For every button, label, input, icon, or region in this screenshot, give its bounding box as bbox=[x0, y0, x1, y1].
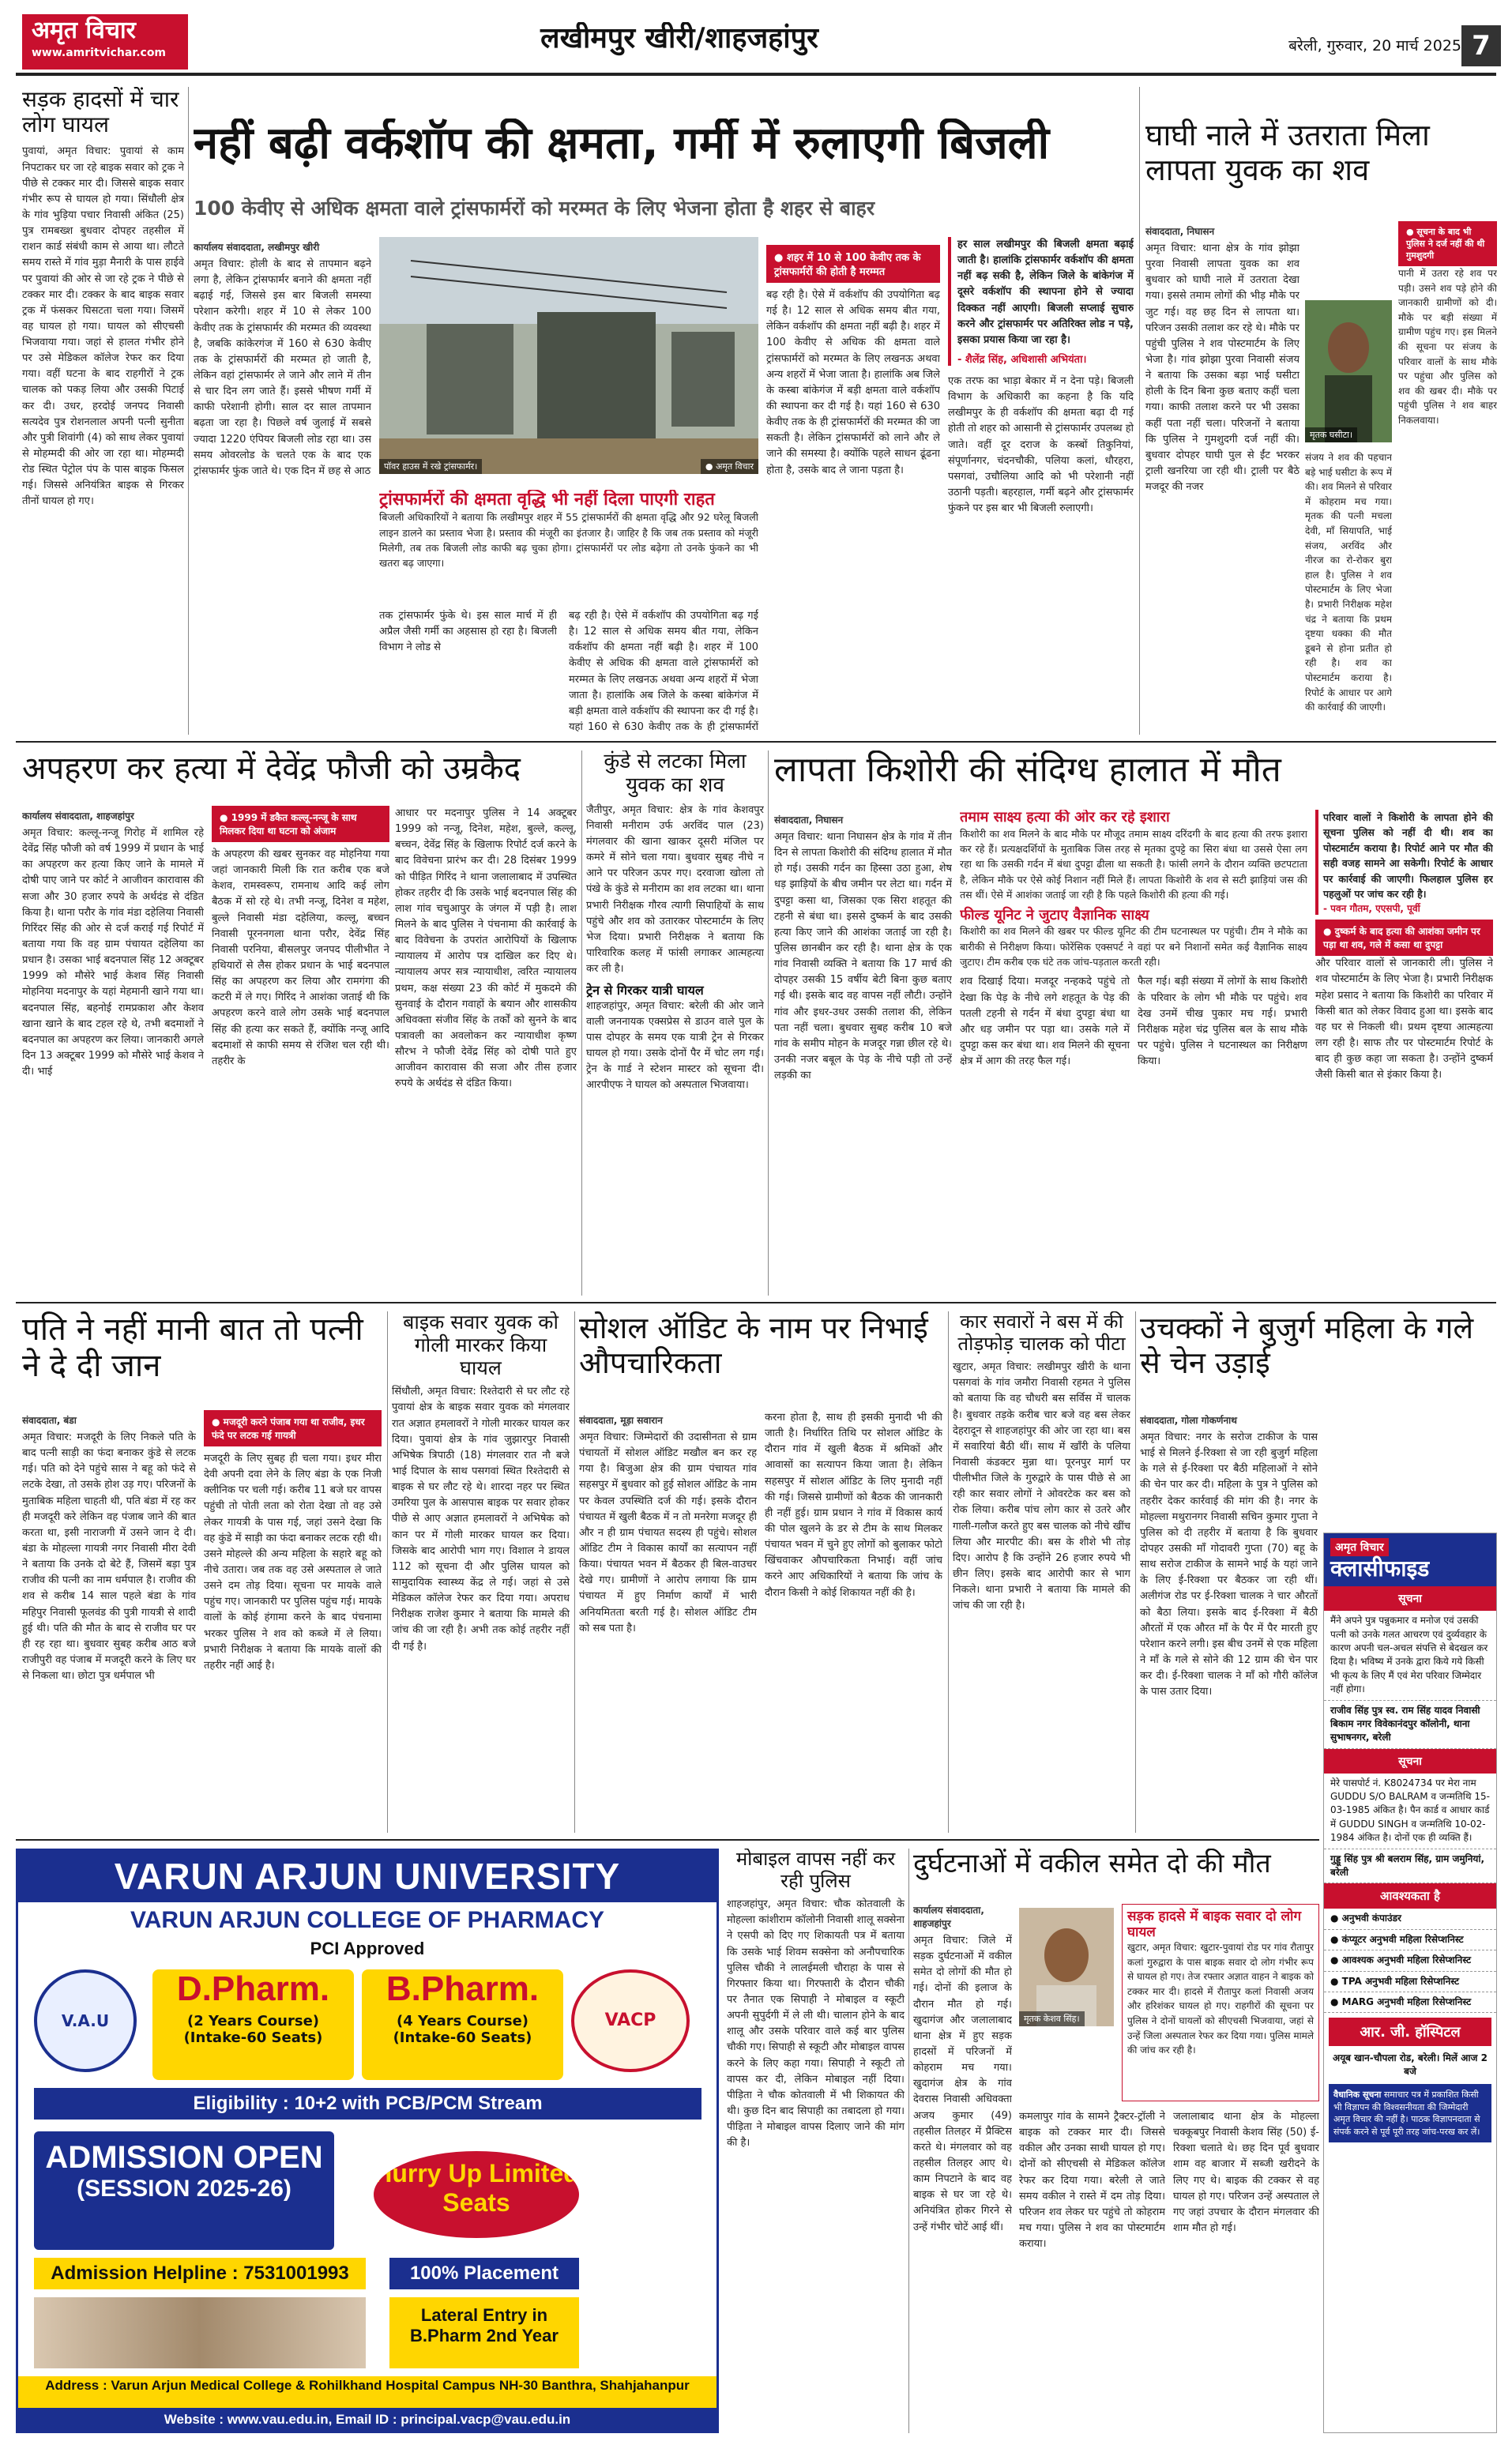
accident-body-3: जलालाबाद थाना क्षेत्र के मोहल्ला चक्कूबपुर निवासी केशव सिंह (50) ई-रिक्शा चलाते थे। छह दिन पूर्व बुधवार शाम वह बाजार में सब्जी खरीदने के लिए गए थे। बाइक की टक्कर से वह घायल हो गए। परिजन उन्हें अस्पताल ले गए जहां उपचार के दौरान मंगलवार की शाम मौत हो गई। bbox=[1173, 2111, 1319, 2234]
kishori-quote-text: परिवार वालों ने किशोरी के लापता होने की सूचना पुलिस को नहीं दी थी। शव का पोस्टमार्टम कराया है। रिपोर्ट आने पर मौत की सही वजह सामने आ सकेगी। रिपोर्ट के आधार पर कार्रवाई की जाएगी। फिलहाल पुलिस हर पहलुओं पर जांच कर रही है। bbox=[1323, 811, 1493, 900]
ad-logo-left-text: V.A.U bbox=[61, 2011, 110, 2030]
devendra-byline: कार्यालय संवाददाता, शाहजहांपुर bbox=[22, 811, 134, 822]
lead-quote-col bbox=[948, 237, 1134, 735]
classifieds-wanted-item: ● अनुभवी कंपाउंडर bbox=[1324, 1909, 1496, 1929]
devendra-col-2 bbox=[212, 806, 389, 1296]
kishori-body-1: अमृत विचार: थाना निघासन क्षेत्र के गांव में तीन दिन से लापता किशोरी की संदिग्ध हालात में मौत हो गई। उसकी गर्दन का हिस्सा उठा हुआ, शेष धड़ झाड़ियों के बीच जमीन पर लेटा था। गर्दन में दुपट्टा कसा था, जिसका एक सिरा शहतूत की टहनी से बंधा था। इससे दुष्कर्म के बाद उसकी हत्या किए जाने की आशंका जताई जा रही है। पुलिस छानबीन कर रही है। थाना क्षेत्र के एक गांव निवासी व्यक्ति ने बताया कि 17 मार्च की दोपहर उसकी 15 वर्षीय बेटी बिना कुछ बताए गई थी। इसके बाद वह वापस नहीं लौटी। उन्होंने गांव और इधर-उधर उसकी तलाश की, लेकिन पता नहीं चला। बुधवार सुबह करीब 10 बजे गांव के समीप मोहन के मजदूर गन्ना छील रहे थे। उनकी नजर बबूल के पेड़ के नीचे पड़ी तो उन्हें लड़की का bbox=[774, 831, 952, 1082]
ad-admission-box bbox=[34, 2131, 334, 2250]
classifieds-disclaimer-box bbox=[1329, 2084, 1491, 2142]
classifieds-wanted-item: ● कंप्यूटर अनुभवी महिला रिसेप्शनिस्ट bbox=[1324, 1930, 1496, 1950]
chain-body: अमृत विचार: नगर के सरोज टाकीज के पास भाई से मिलने ई-रिक्शा से जा रही बुजुर्ग महिला के गले से ई-रिक्शा पर बैठी महिलाओं ने सोने की चेन पार कर दी। महिला के पुत्र ने पुलिस को तहरीर देकर कार्रवाई की मांग की है। नगर के मोहल्ला मथुरानगर निवासी सचिन कुमार गुप्ता ने पुलिस को दी तहरीर में बताया है कि बुधवार दोपहर उसकी माँ गोदावरी गुप्ता (70) बहू के साथ सरोज टाकीज के सामने भाई के यहां जाने के लिए ई-रिक्शा पर बैठकर जा रही थीं। अलीगंज रोड पर ई-रिक्शा चालक ने चार औरतों को बैठा लिया। इसके बाद ई-रिक्शा में बैठी औरतों में एक औरत माँ के पैर में पैर मारती हुए परेशान करने लगी। इस बीच उनमें से एक महिला ने माँ के गले से सोने की 12 ग्राम की चेन पार कर दी। ई-रिक्शा चालक ने माँ को गौरी कॉलेज के पास उतार दिया। bbox=[1140, 1431, 1318, 1698]
section-name: लखीमपुर खीरी/शाहजहांपुर bbox=[540, 22, 818, 55]
divider bbox=[387, 1311, 388, 1833]
kishori-body-3: फैल गई। बड़ी संख्या में लोगों के साथ किशोरी के परिवार के लोग भी मौके पर पहुंचे। शव देख उनमें चीख पुकार मच गई। प्रभारी निरीक्षक महेश चंद्र पुलिस बल के साथ मौके पर पहुंचे। पुलिस ने घटनास्थल का निरीक्षण किया। bbox=[1138, 976, 1307, 1068]
ad-placement: 100% Placement bbox=[389, 2258, 579, 2289]
lead-subhead: 100 केवीए से अधिक क्षमता वाले ट्रांसफार्मरों को मरम्मत के लिए भेजना होता है शहर से बाहर bbox=[194, 197, 875, 220]
deceased-photo bbox=[1305, 300, 1392, 442]
classifieds-notice-head: सूचना bbox=[1324, 1586, 1496, 1611]
lead-quote-text: हर साल लखीमपुर की बिजली क्षमता बढ़ाई जाती है। हालांकि ट्रांसफार्मर वर्कशॉप की क्षमता नहीं बढ़ सकी है, लेकिन जिले के बांकेगंज में दूसरे वर्कशॉप की स्थापना होने से ज्यादा दिक्कत नहीं आएगी। बिजली सप्लाई सुचारु करने और ट्रांसफार्मर पर अतिरिक्त लोड न पड़े, इसका प्रयास किया जा रहा है। bbox=[957, 239, 1134, 346]
divider bbox=[574, 1311, 575, 1833]
missing-youth-sidebar bbox=[1398, 221, 1497, 735]
chain-headline: उचक्कों ने बुजुर्ग महिला के गले से चेन उड़ाई bbox=[1140, 1311, 1474, 1380]
section-rule bbox=[16, 1302, 1496, 1303]
classifieds-notice-1-sign: राजीव सिंह पुत्र स्व. राम सिंह यादव निवासी बिकाम नगर विवेकानंदपुर कॉलोनी, थाना सुभाषनगर, बरेली bbox=[1324, 1701, 1496, 1749]
lead-body-3: एक तरफ का भाड़ा बेकार में न देना पड़े। बिजली विभाग के अधिकारी का कहना है कि यदि लखीमपुर के ही वर्कशॉप की क्षमता बढ़ा दी गई होती तो शहर को आसानी से ट्रांसफार्मर उपलब्ध हो जाते। वहीं दूर दराज के कस्बों तिकुनियां, संपूर्णानगर, चंदनचौकी, पलिया कलां, धौरहरा, पसगवां, उचौलिया आदि को भी परेशानी नहीं उठानी पड़ती। बहरहाल, गर्मी बढ़ने और ट्रांसफार्मर फुंकने पर इस बार भी बिजली रुलाएगी। bbox=[948, 374, 1134, 515]
devendra-col-1 bbox=[22, 806, 204, 1296]
kishori-col-3 bbox=[1315, 810, 1493, 1296]
accident-byline: कार्यालय संवाददाता, शाहजहांपुर bbox=[913, 1905, 984, 1929]
classifieds-notice-1: मैंने अपने पुत्र पन्नुकमार व मनोज एवं उसकी पत्नी को उनके गलत आचरण एवं दुर्व्यवहार के कारण अपनी चल-अचल संपत्ति से बेदखल कर दिया है। भविष्य में उनके द्वारा किये गये किसी भी कृत्य के लिए मैं एवं मेरा परिवार जिम्मेदार नहीं होगा। bbox=[1324, 1611, 1496, 1700]
missing-youth-body-2: संजय ने शव की पहचान बड़े भाई घसीटा के रूप में की। शव मिलने से परिवार में कोहराम मच गया। मृतक की पत्नी मचला देवी, माँ सियापति, भाई संजय, अरविंद और नीरज का रो-रोकर बुरा हाल है। पुलिस ने शव पोस्टमार्टम के लिए भेजा है। प्रभारी निरीक्षक महेश चंद्र ने बताया कि प्रथम दृष्टया धक्का की मौत डूबने से होना प्रतीत हो रही है। शव का पोस्टमार्टम कराया है। रिपोर्ट के आधार पर आगे की कार्रवाई की जाएगी। bbox=[1305, 452, 1392, 713]
kunde-body-2: शाहजहांपुर, अमृत विचार: बरेली की ओर जाने वाली जननायक एक्सप्रेस से डाउन वाले पुल के पास दोपहर के समय एक यात्री ट्रेन से गिरकर घायल हो गया। उसके दोनों पैर में चोट लग गई। ट्रेन के गार्ड ने स्टेशन मास्टर को सूचना दी। आरपीएफ ने घायल को अस्पताल भिजवाया। bbox=[586, 999, 764, 1092]
lead-quote bbox=[948, 237, 1134, 366]
accident-victim-photo-art bbox=[1019, 1908, 1114, 2026]
lead-side-box bbox=[766, 245, 940, 735]
lead-body-1: अमृत विचार: होली के बाद से तापमान बढ़ने लगा है, लेकिन ट्रांसफार्मर बनाने की क्षमता नहीं बढ़ाई गई, जिससे इस बार बिजली समस्या परेशान करेगी। शहर में 10 से लेकर 100 केवीए तक के ट्रांसफार्मर की मरम्मत की व्यवस्था है, जबकि कांकेरगंज में 160 से 630 केवीए तक के ट्रांसफार्मरों की मरम्मत हो जाती है, लेकिन वहां ट्रांसफार्मर ले जाने और लाने में तीन से चार दिन लग जाते हैं। इससे भीषण गर्मी में काफी परेशानी होगी। साल दर साल तापमान बढ़ता जा रहा है। पिछले वर्ष जुलाई में सबसे ज्यादा 1220 एंपियर बिजली लोड रहा था। उस समय ओवरलोड के चलते एक के बाद एक ट्रांसफार्मर फुंक जाते थे। एक दिन में छह से आठ bbox=[194, 258, 371, 477]
mobile-headline: मोबाइल वापस नहीं कर रही पुलिस bbox=[735, 1849, 896, 1892]
ad-hurry: Hurry Up Limited Seats bbox=[374, 2151, 579, 2238]
ad-logo-right bbox=[571, 1969, 690, 2072]
classifieds-notice-2-head: सूचना bbox=[1324, 1749, 1496, 1774]
accident-col-3 bbox=[1173, 2109, 1319, 2433]
pati-body-1: अमृत विचार: मजदूरी के लिए निकले पति के बाद पत्नी साड़ी का फंदा बनाकर कुंडे से लटक गई। पति को देने पहुंचे सास ने बहू को फंदे से लटके देखा, तो उसके होश उड़ गए। परिजनों के मुताबिक महिला चाहती थी, पति बंडा में रह कर ही मजदूरी करे लेकिन वह पंजाब जाने की बात करता था, इसी नाराजगी में उसने जान दे दी। बंडा के मोहल्ला गायत्री नगर निवासी मीरा देवी ने बताया कि उनके दो बेटे हैं, जिसमें बड़ा पुत्र राजीव की पत्नी का नाम धर्मपाल है। राजीव की शव से करीब 14 साल पहले बंडा के गांव महिपुर निवासी फूलवंड की पुत्री गायत्री से शादी हुई थी। पति की मौत के बाद से राजीव घर पर ही रह रहा था। बुधवार सुबह करीब आठ बजे राजीपुरी वह पंजाब में मजदूरी करने के लिए घर से निकला था। छोटा पुत्र धर्मपाल भी bbox=[22, 1431, 196, 1683]
ad-eligibility: Eligibility : 10+2 with PCB/PCM Stream bbox=[34, 2088, 701, 2120]
divider bbox=[188, 87, 189, 735]
devendra-body-3: आधार पर मदनापुर पुलिस ने 14 अक्टूबर 1999 को नन्जू, दिनेश, महेश, बुल्ले, कल्लू, बच्चन, देवेंद्र सिंह के खिलाफ रिपोर्ट दर्ज करने के बाद विवेचना प्रारंभ कर दी। 28 दिसंबर 1999 को पीड़ित गिरिंद ने थाना जलालाबाद में उपस्थित होकर तहरीर दी कि उसके भाई बदनपाल सिंह की लाश गांव चचुआपुर के जंगल में पड़ी है। लाश मिलने के बाद पुलिस ने पंचनामा की कार्रवाई के बाद विवेचना के उपरांत आरोपियों के खिलाफ न्यायालय में आरोप पत्र दाखिल कर दिए थे। न्यायालय अपर सत्र न्यायाधीश, त्वरित न्यायालय प्रथम, कक्ष संख्या 23 की कोर्ट में मुकदमे की सुनवाई के दौरान गवाहों के बयान और शासकीय अधिवक्ता संजीव सिंह के तर्कों को सुनने के बाद पत्रावली का अवलोकन कर न्यायाधीश कृष्ण सौरभ ने फौजी देवेंद्र सिंह को दोषी पाते हुए आजीवन कारावास की सजा और तीस हजार रुपये के अर्थदंड से दंडित किया। bbox=[395, 807, 577, 1090]
divider bbox=[768, 750, 769, 1296]
social-audit-byline: संवाददाता, मूड़ा सवारान bbox=[579, 1415, 663, 1426]
divider bbox=[948, 1311, 949, 1833]
section-rule bbox=[16, 1839, 1319, 1841]
chain-col-1 bbox=[1140, 1410, 1318, 1833]
kunde-body-1: जैतीपुर, अमृत विचार: क्षेत्र के गांव केशवपुर निवासी मनीराम उर्फ अरविंद पाल (23) मंगलवार की खाना खाकर दूसरी मंजिल पर कमरे में सोने चला गया। बुधवार सुबह नीचे न आने पर परिजन ऊपर गए। दरवाजा खोला तो पंखे के कुंडे से मनीराम का शव लटका था। थाना प्रभारी निरीक्षक गौरव त्यागी सिपाहियों के साथ पहुंचे और शव को उतारकर पोस्टमार्टम के लिए भेज दिया। प्रभारी निरीक्षक ने बताया कि पारिवारिक कलह में फांसी लगाकर आत्महत्या कर ली है। bbox=[586, 803, 764, 976]
lead-body-2: तक ट्रांसफार्मर फुंके थे। इस साल मार्च में ही अप्रैल जैसी गर्मी का अहसास हो रहा है। बिजली विभाग ने लोड से bbox=[379, 610, 557, 654]
kishori-col-1 bbox=[774, 810, 952, 1296]
ad-logo-left bbox=[34, 1969, 137, 2072]
devendra-body-1: अमृत विचार: कल्लू-नन्जू गिरोह में शामिल रहे देवेंद्र सिंह फौजी को वर्ष 1999 में प्रधान के भाई का अपहरण कर हत्या किए जाने के मामले में दोषी पाए जाने पर कोर्ट ने आजीवन कारावास की सजा और 30 हजार रुपये के अर्थदंड से दंडित किया है। थाना परौर के गांव मंडा दहेलिया निवासी गिरिंदर सिंह की ओर से दर्ज कराई गई रिपोर्ट में बताया गया कि वह ग्राम पंचायत दहेलिया का प्रधान है। उसका भाई बदनपाल सिंह 12 अक्टूबर 1999 को मौसेरे भाई केशव सिंह निवासी मोहनिया मदनापुर के यहां मेहमानी खाने गया था। बदनपाल सिंह, बहनोई रामप्रकाश और केशव खाना खाने के बाद टहल रहे थे, तभी बदमाशों ने बदनपाल का अपहरण कर लिया। जानकारी अगले दिन 13 अक्टूबर 1999 को मौसेरे भाई केशव ने दी। भाई bbox=[22, 827, 204, 1078]
lead-inset-body: बिजली अधिकारियों ने बताया कि लखीमपुर शहर में 55 ट्रांसफार्मरों की क्षमता वृद्धि और 92 घरेलू बिजली लाइन डालने का प्रस्ताव भेजा है। प्रस्ताव की मंजूरी का इंतजार है। जाहिर है कि जब तक प्रस्ताव को मंजूरी मिलेगी, तब तक बिजली लोड काफी बढ़ चुका होगा। ट्रांसफार्मरों पर लोड बढ़ेगा तो उनके फुंकने का भी खतरा बढ़ जाएगा। bbox=[379, 511, 758, 570]
ad-title: VARUN ARJUN UNIVERSITY bbox=[114, 1856, 621, 1897]
masthead-website: www.amritvichar.com bbox=[32, 46, 167, 59]
kishori-body-2: शव दिखाई दिया। मजदूर नन्हकदे पहुंचे तो देखा कि पेड़ के नीचे लगे शहतूत के पेड़ की पतली टहनी से गर्दन में बंधा दुपट्टा बंधा था और धड़ जमीन पर पड़ा था। उसके गले में दुपट्टा कस कर बंधा था। शव मिलने की सूचना क्षेत्र में आग की तरह फैल गई। bbox=[960, 976, 1130, 1068]
deceased-photo-art bbox=[1305, 300, 1392, 442]
accident-col-1 bbox=[913, 1900, 1012, 2433]
page-number: 7 bbox=[1461, 25, 1501, 66]
kishori-quote-author: - पवन गौतम, एएसपी, पूर्वी bbox=[1323, 903, 1420, 915]
university-ad bbox=[16, 1849, 719, 2433]
transformer-photo-caption: पॉवर हाउस में रखे ट्रांसफार्मर। bbox=[379, 459, 482, 474]
pati-box-title: ● मजदूरी करने पंजाब गया था राजीव, इधर फंदे पर लटक गई गायत्री bbox=[204, 1410, 382, 1446]
ad-logo-right-text: VACP bbox=[604, 2011, 656, 2030]
classifieds-header bbox=[1324, 1533, 1496, 1586]
classifieds-wanted-item: ● MARG अनुभवी महिला रिसेप्शनिस्ट bbox=[1324, 1992, 1496, 2013]
pati-headline: पति ने नहीं मानी बात तो पत्नी ने दे दी जान bbox=[22, 1311, 363, 1384]
masthead bbox=[0, 0, 1512, 71]
ad-course-2-detail: (4 Years Course) (Intake-60 Seats) bbox=[393, 2012, 532, 2046]
ad-address: Address : Varun Arjun Medical College & Rohilkhand Hospital Campus NH-30 Banthra, Shahjahanpur bbox=[18, 2376, 717, 2408]
pati-body-2: मजदूरी के लिए सुबह ही चला गया। इधर मीरा देवी अपनी दवा लेने के लिए बंडा के एक निजी क्लीनिक पर चली गई। करीब 11 बजे घर वापस पहुंची तो पोती लता को रोता देखा तो वह उसे लेकर गायत्री के पास गई, जहां उसने देखा कि वह कुंडे में साड़ी का फंदा बनाकर लटक रही थी। उसने मोहल्ले की अन्य महिला के सहारे बहू को नीचे उतारा। जब तक वह उसे अस्पताल ले जाते उसने दम तोड़ दिया। सूचना पर मायके वाले पहुंच गए। जानकारी पर पुलिस पहुंच गई। मायके वालों के कोई हंगामा करने के बाद पंचनामा भरकर पुलिस ने शव को कब्जे में ले लिया। प्रभारी निरीक्षक ने बताया कि मायके वालों की तहरीर नहीं आई है। bbox=[204, 1453, 382, 1672]
accident-inset bbox=[1122, 1904, 1319, 2101]
missing-youth-byline: संवाददाता, निघासन bbox=[1145, 226, 1215, 237]
bus-body: खुटार, अमृत विचार: लखीमपुर खीरी के थाना पसगवां के गांव जमौरा निवासी रहमत ने पुलिस को बताया कि वह चौधरी बस सर्विस में चालक है। बुधवार तड़के करीब चार बजे वह बस लेकर देहरादून से शाहजहांपुर की ओर जा रहा था। बस में सवारियां बैठी थीं। साथ में खाँरी के पलिया निवासी कंडक्टर मुन्ना था। पूरनपुर मार्ग पर पीलीभीत जिले के गुरुद्वारे के पास पीछे से आ रही कार सवार लोगों ने ओवरटेक कर बस को रोक लिया। करीब पांच लोग कार से उतरे और गाली-गलौज करते हुए बस चालक को नीचे खींच लिया और मारपीट की। बस के शीशे भी तोड़ दिए। आरोप है कि उन्होंने 26 हजार रुपये भी छीन लिए। इसके बाद आरोपी कार से भाग निकले। थाना प्रभारी ने बताया कि मामले की जांच की जा रही है। bbox=[953, 1361, 1130, 1612]
ad-admission: ADMISSION OPEN bbox=[45, 2140, 323, 2175]
missing-youth-col-2 bbox=[1305, 450, 1392, 735]
classifieds-brand: अमृत विचार bbox=[1330, 1538, 1389, 1556]
ad-course-2-name: B.Pharm. bbox=[386, 1969, 540, 2008]
ad-subtitle: VARUN ARJUN COLLEGE OF PHARMACY bbox=[130, 1906, 604, 1933]
ad-course-2 bbox=[362, 1969, 563, 2080]
mobile-body: शाहजहांपुर, अमृत विचार: चौक कोतवाली के मोहल्ला कांशीराम कॉलोनी निवासी शालू सक्सेना ने एसपी को दिए गए शिकायती पत्र में बताया कि उसके भाई शिवम सक्सेना को अनौपचारिक पुलिस चौकी ने लालईमली चौराहा के पास से गिरफ्तार किया था। गिरफ्तारी के दौरान चौकी पर तैनात एक सिपाही ने मोबाइल व स्कूटी अपनी सुपुर्दगी में ले ली थी। चालान होने के बाद शालू और उसके परिवार वाले कई बार पुलिस चौकी गए। सिपाही से स्कूटी और मोबाइल वापस करने के लिए कहा गया। सिपाही ने स्कूटी तो वापस कर दी, लेकिन मोबाइल नहीं दिया। पीड़िता ने चौक कोतवाली में भी शिकायत की थी। कुछ दिन बाद सिपाही का तबादला हो गया। पीड़िता ने मोबाइल वापस दिलाए जाने की मांग की है। bbox=[727, 1898, 905, 2150]
divider bbox=[1139, 87, 1140, 735]
ad-header bbox=[18, 1851, 717, 1902]
lead-quote-author: - शैलेंद्र सिंह, अधिशासी अभियंता। bbox=[957, 353, 1087, 366]
kishori-col-2 bbox=[960, 810, 1307, 1296]
kishori-side-title: ● दुष्कर्म के बाद हत्या की आशंका जमीन पर पड़ा था शव, गले में कसा था दुपट्टा bbox=[1315, 920, 1493, 956]
story-road-accidents-headline: सड़क हादसों में चार लोग घायल bbox=[22, 87, 179, 138]
pati-byline: संवाददाता, बंडा bbox=[22, 1415, 77, 1426]
chain-byline: संवाददाता, गोला गोकर्णनाथ bbox=[1140, 1415, 1237, 1426]
classifieds-wanted-item: ● TPA अनुभवी महिला रिसेप्शनिस्ट bbox=[1324, 1972, 1496, 1992]
kishori-quote bbox=[1315, 810, 1493, 915]
kishori-sub-2: फील्ड यूनिट ने जुटाए वैज्ञानिक साक्ष्य bbox=[960, 906, 1149, 923]
masthead-logo: अमृत विचार bbox=[32, 17, 136, 44]
divider bbox=[581, 750, 582, 1296]
bike-body: सिंधौली, अमृत विचार: रिश्तेदारी से घर लौट रहे पुवायां क्षेत्र के बाइक सवार युवक को मंगलवार रात अज्ञात हमलावरों ने गोली मारकर घायल कर दिया। पुवायां क्षेत्र के गांव जुझारपुर निवासी अभिषेक त्रिपाठी (18) मंगलवार रात नौ बजे भाई दिपाल के साथ पसगवां स्थित रिश्तेदारी से बाइक से घर लौट रहे थे। शारदा नहर पर स्थित उमरिया पुल के आसपास बाइक पर सवार होकर पीछे से आए अज्ञात हमलावरों ने अभिषेक को कान पर में गोली मारकर घायल कर दिया। जिसके बाद आरोपी भाग गए। विशाल ने डायल 112 को सूचना दी और पुलिस घायल को सामुदायिक स्वास्थ्य केंद्र ले गई। जहां से उसे मेडिकल कॉलेज रेफर कर दिया गया। अपराध निरीक्षक राजेश कुमार ने बताया कि मामले की जांच की जा रही है। अभी तक कोई तहरीर नहीं दी गई है। bbox=[392, 1386, 570, 1653]
kishori-side-body: और परिवार वालों से जानकारी ली। पुलिस ने शव पोस्टमार्टम के लिए भेजा है। प्रभारी निरीक्षक महेश प्रसाद ने बताया कि किशोरी का परिवार में किसी बात को लेकर विवाद हुआ था। इसके बाद वह घर से निकली थी। प्रथम दृष्टया आत्महत्या लग रही है। साफ तौर पर पोस्टमार्टम रिपोर्ट के बाद ही कुछ कहा जा सकता है। उन्होंने दुष्कर्म जैसी किसी बात से इंकार किया है। bbox=[1315, 957, 1493, 1081]
devendra-headline: अपहरण कर हत्या में देवेंद्र फौजी को उम्रकैद bbox=[22, 750, 521, 787]
lead-side-box-title: ● शहर में 10 से 100 केवीए तक के ट्रांसफार्मरों की होती है मरम्मत bbox=[766, 245, 940, 283]
social-audit-body-1: अमृत विचार: जिम्मेदारों की उदासीनता से ग्राम पंचायतों में सोशल ऑडिट मखौल बन कर रह गया है। बिजुआ क्षेत्र की ग्राम पंचायत गांव सहसपुर में बुधवार को हुई सोशल ऑडिट के नाम पर केवल उपस्थिति दर्ज की गई। इसके दौरान पंचायत में खुली बैठक में न तो मनरेगा मजदूर ही और न ही ग्राम पंचायत सदस्य ही पहुंचे। सोशल ऑडिट टीम ने विकास कार्यों का सत्यापन नहीं किया। पंचायत भवन में बैठकर ही बिल-वाउचर देखे गए। ग्रामीणों ने आरोप लगाया कि ग्राम पंचायत में हुए निर्माण कार्यों में भारी अनियमितता बरती गई है। सोशल ऑडिट टीम को सब पता है। bbox=[579, 1431, 757, 1634]
lead-col-1 bbox=[194, 237, 371, 735]
bike-headline: बाइक सवार युवक को गोली मारकर किया घायल bbox=[403, 1311, 559, 1379]
pati-col-2 bbox=[204, 1410, 382, 1833]
lead-headline: नहीं बढ़ी वर्कशॉप की क्षमता, गर्मी में रुलाएगी बिजली bbox=[194, 118, 1050, 169]
ad-session: (SESSION 2025-26) bbox=[77, 2176, 291, 2202]
social-audit-headline: सोशल ऑडिट के नाम पर निभाई औपचारिकता bbox=[579, 1311, 928, 1380]
kishori-sub-1: तमाम साक्ष्य हत्या की ओर कर रहे इशारा bbox=[960, 810, 1170, 826]
classifieds-hospital: आर. जी. हॉस्पिटल bbox=[1329, 2018, 1491, 2046]
kunde-sub-headline: ट्रेन से गिरकर यात्री घायल bbox=[586, 983, 704, 999]
classifieds-notice-2: मेरे पासपोर्ट नं. K8024734 पर मेरा नाम GUDDU S/O BALRAM व जन्मतिथि 15-03-1985 अंकित है। पैन कार्ड व आधार कार्ड में GUDDU SINGH व जन्मतिथि 10-02-1984 अंकित है। दोनों एक ही व्यक्ति हैं। bbox=[1324, 1774, 1496, 1849]
social-audit-col-1 bbox=[579, 1410, 757, 1833]
missing-youth-headline: घाघी नाले में उतराता मिला लापता युवक का शव bbox=[1145, 118, 1430, 187]
bus-story bbox=[953, 1311, 1130, 1833]
lead-col-3 bbox=[569, 608, 758, 735]
kishori-byline: संवाददाता, निघासन bbox=[774, 814, 844, 826]
accident-body-1: अमृत विचार: जिले में सड़क दुर्घटनाओं में वकील समेत दो लोगों की मौत हो गई। दोनों की इलाज के दौरान मौत हो गई। खुदागंज और जलालाबाद थाना क्षेत्र में हुए सड़क हादसों में परिजनों में कोहराम मच गया। खुदागंज क्षेत्र के गांव देवरास निवासी अधिवक्ता अजय कुमार (49) तहसील तिलहर में प्रैक्टिस करते थे। मंगलवार को वह तहसील तिलहर आए थे। काम निपटाने के बाद वह बाइक से घर जा रहे थे। अनियंत्रित होकर गिरने से उन्हें गंभीर चोटें आई थीं। bbox=[913, 1935, 1012, 2233]
transformer-photo bbox=[379, 237, 758, 474]
lead-byline: कार्यालय संवाददाता, लखीमपुर खीरी bbox=[194, 242, 320, 253]
ad-website: Website : www.vau.edu.in, Email ID : principal.vacp@vau.edu.in bbox=[18, 2408, 717, 2431]
ad-course-1-detail: (2 Years Course) (Intake-60 Seats) bbox=[183, 2012, 323, 2046]
missing-youth-body: अमृत विचार: थाना क्षेत्र के गांव झोझा पुरवा निवासी लापता युवक का शव बुधवार को घाघी नाले में उतराता देखा गया। इससे तमाम लोगों की भीड़ मौके पर जुट गई। वह छह दिन से लापता था। परिजन उसकी तलाश कर रहे थे। मौके पर पहुंची पुलिस ने शव पोस्टमार्टम के लिए भेजा है। गांव झोझा पुरवा निवासी संजय ने बताया कि उसका बड़ा भाई घसीटा होली के दिन बिना कुछ बताए कहीं चला गया। काफी तलाश करने पर भी उसका कहीं पता नहीं चला। परिजनों ने बताया कि पुलिस ने गुमशुदगी दर्ज नहीं की। बुधवार दोपहर घाघी पुल से ईंट भरकर ट्राली खनरिया जा रही थी। ट्राली पर बैठे मजदूर की नजर bbox=[1145, 243, 1299, 494]
kunde-headline: कुंडे से लटका मिला युवक का शव bbox=[604, 750, 747, 797]
ad-students-photo bbox=[34, 2297, 366, 2368]
ad-approval: PCI Approved bbox=[310, 1939, 425, 1959]
ad-course-1 bbox=[152, 1969, 354, 2080]
kishori-sub-1-body: किशोरी का शव मिलने के बाद मौके पर मौजूद तमाम साक्ष्य दरिंदगी के बाद हत्या की तरफ इशारा कर रहे हैं। प्रत्यक्षदर्शियों के मुताबिक जिस तरह से मृतका दुपट्टे का सिरा बंधा था उससे ऐसा लग रहा था कि उसकी गर्दन में बंधा दुपट्टा ढीला था सकती है। फांसी लगने के दौरान व्यक्ति छटपटाता है, लेकिन मौके पर ऐसे कोई निशान नहीं मिले हैं। लापता किशोरी के शव से सटी झाड़ियां जस की तस थीं। ऐसे में आशंका जताई जा रही है कि पहले किशोरी की हत्या की गई। bbox=[960, 827, 1307, 901]
masthead-rule bbox=[16, 73, 1496, 76]
accident-victim-photo bbox=[1019, 1908, 1114, 2026]
social-audit-body-2: करना होता है, साथ ही इसकी मुनादी भी की जाती है। निर्धारित तिथि पर सोशल ऑडिट के दौरान गांव में खुली बैठक में श्रमिकों और आवासों का सत्यापन किया जाता है। लेकिन सहसपुर में सोशल ऑडिट के लिए मुनादी नहीं की गई। जिससे ग्रामीणों को बैठक की जानकारी ही नहीं हुई। ग्राम प्रधान ने गांव में विकास कार्य की पोल खुलने के डर से टीम के साथ मिलकर पंचायत भवन में चुने हुए लोगों को बुलाकर फोटो खिंचवाकर औपचारिकता निभाई। वहीं जांच करने आए अधिकारियों ने बताया कि जांच के दौरान किसी ने कोई शिकायत नहीं की है। bbox=[765, 1412, 942, 1599]
classifieds-wanted-head: आवश्यकता है bbox=[1324, 1883, 1496, 1909]
missing-youth-sidebar-title: ● सूचना के बाद भी पुलिस ने दर्ज नहीं की थी गुमशुदगी bbox=[1398, 221, 1497, 266]
masthead-dateline: बरेली, गुरुवार, 20 मार्च 2025 bbox=[1288, 37, 1461, 55]
accident-victim-photo-caption: मृतक केशव सिंह। bbox=[1019, 2011, 1085, 2026]
missing-youth-col-1 bbox=[1145, 221, 1299, 735]
kishori-sub-2-body: किशोरी का शव मिलने की खबर पर फील्ड यूनिट की टीम घटनास्थल पर पहुंची। टीम ने मौके का बारीकी से निरीक्षण किया। फोरेंसिक एक्सपर्ट ने वहां पर बने निशानों समेत कई वैज्ञानिक साक्ष्य जुटाए। टीम करीब एक घंटे तक जांच-पड़ताल करती रही। bbox=[960, 925, 1307, 968]
ad-helpline: Admission Helpline : 7531001993 bbox=[34, 2258, 366, 2289]
devendra-col-3 bbox=[395, 806, 577, 1296]
lead-inset-headline: ट्रांसफार्मरों की क्षमता वृद्धि भी नहीं दिला पाएगी राहत bbox=[379, 490, 715, 510]
deceased-photo-caption: मृतक घसीटा। bbox=[1305, 427, 1357, 442]
bike-story bbox=[392, 1311, 570, 1833]
classifieds-hospital-address: अयूब खान-चौपला रोड, बरेली। मिलें आज 2 बजे bbox=[1333, 2052, 1488, 2078]
transformer-photo-art bbox=[379, 237, 758, 474]
lead-body-2b: बढ़ रही है। ऐसे में वर्कशॉप की उपयोगिता बढ़ गई है। 12 साल से अधिक समय बीत गया, लेकिन वर्कशॉप की क्षमता नहीं बढ़ी है। शहर में 100 केवीए से अधिक की क्षमता वाले ट्रांसफार्मरों को मरम्मत के लिए लखनऊ अथवा अन्य शहरों में भेजा जाता है। हालांकि अब जिले के कस्बा बांकेगंज में बड़ी क्षमता वाले वर्कशॉप की स्थापना कर दी गई है। यहां 160 से 630 केवीए तक के ही ट्रांसफार्मरों bbox=[569, 610, 758, 733]
pati-col-1 bbox=[22, 1410, 196, 1833]
classifieds-wanted-item: ● आवश्यक अनुभवी महिला रिसेप्शनिस्ट bbox=[1324, 1950, 1496, 1971]
masthead-logo-block bbox=[22, 14, 188, 70]
accident-headline: दुर्घटनाओं में वकील समेत दो की मौत bbox=[913, 1849, 1271, 1879]
classifieds-disclaimer: समाचार पत्र में प्रकाशित किसी भी विज्ञापन की विश्वसनीयता की जिम्मेदारी अमृत विचार की नहीं है। पाठक विज्ञापनदाता से संपर्क करने से पूर्व पूरी तरह जांच-परख कर लें। bbox=[1333, 2090, 1480, 2137]
ad-course-1-name: D.Pharm. bbox=[176, 1969, 330, 2008]
story-road-accidents bbox=[22, 87, 184, 735]
divider bbox=[908, 1849, 909, 2433]
lead-inset bbox=[379, 490, 758, 600]
transformer-photo-credit: ● अमृत विचार bbox=[701, 459, 758, 474]
classifieds-notice-2-sign: गुड्डू सिंह पुत्र श्री बलराम सिंह, ग्राम जमुनियां, बरेली bbox=[1324, 1849, 1496, 1884]
mobile-story bbox=[727, 1849, 905, 2433]
accident-body-2: कमलापुर गांव के सामने ट्रैक्टर-ट्रॉली ने बाइक को टक्कर मार दी। जिससे वकील और उनका साथी घायल हो गए। दोनों को सीएचसी से मेडिकल कॉलेज रेफर कर दिया गया। बरेली ले जाते समय वकील ने रास्ते में दम तोड़ दिया। परिजन शव लेकर घर पहुंचे तो कोहराम मच गया। पुलिस ने शव का पोस्टमार्टम कराया। bbox=[1019, 2111, 1165, 2251]
kishori-headline: लापता किशोरी की संदिग्ध हालात में मौत bbox=[774, 750, 1281, 790]
ad-lateral: Lateral Entry in B.Pharm 2nd Year bbox=[389, 2297, 579, 2368]
classifieds-disclaimer-head: वैधानिक सूचना bbox=[1333, 2090, 1382, 2101]
kunde-story bbox=[586, 750, 764, 1296]
devendra-box-title: ● 1999 में डकैत कल्लू-नन्जू के साथ मिलकर दिया था घटना को अंजाम bbox=[212, 806, 389, 842]
devendra-body-2: के अपहरण की खबर सुनकर वह मोहनिया गया जहां जानकारी मिली कि रात करीब एक बजे केशव, रामस्वरूप, रामनाथ आदि कई लोग बैठक में सो रहे थे। तभी नन्जू, दिनेश व महेश, बुल्ले निवासी मंडा दहेलिया, कल्लू, बच्चन निवासी पूरननगला थाना परौर, देवेंद्र सिंह निवासी परनिया, बीसलपुर जनपद पीलीभीत ने हथियारों से लैस होकर प्रधान के भाई बदनपाल सिंह का अपहरण कर लिया और रामगंगा की कटरी में ले गए। गिरिंद ने आशंका जताई थी कि अपहरण करने वाले लोग उसके भाई बदनपाल सिंह की हत्या कर सकते हैं, क्योंकि नन्जू आदि बदमाशों से काफी समय से रंजिश चल रही थी। तहरीर के bbox=[212, 848, 389, 1067]
accident-inset-headline: सड़क हादसे में बाइक सवार दो लोग घायल bbox=[1127, 1909, 1302, 1940]
section-rule bbox=[16, 741, 1496, 743]
lead-side-box-body: बढ़ रही है। ऐसे में वर्कशॉप की उपयोगिता बढ़ गई है। 12 साल से अधिक समय बीत गया, लेकिन वर्कशॉप की क्षमता नहीं बढ़ी है। शहर में 100 केवीए से अधिक की क्षमता वाले ट्रांसफार्मरों को मरम्मत के लिए लखनऊ अथवा अन्य शहरों में भेजा जाता है। हालांकि अब जिले के कस्बा बांकेगंज में बड़ी क्षमता वाले वर्कशॉप की स्थापना कर दी गई है। यहां 160 से 630 केवीए तक के ही ट्रांसफार्मरों की मरम्मत की जा सकती है। लेकिन ट्रांसफार्मरों को लाने और ले जाने की समस्या है। क्योंकि पहले साधन ढूंढना होता है, उसके बाद ले जाना पड़ता है। bbox=[766, 289, 940, 476]
social-audit-col-2 bbox=[765, 1410, 942, 1833]
accident-inset-body: खुटार, अमृत विचार: खुटार-पुवायां रोड पर गांव रौतापुर कलां गुरुद्वारा के पास बाइक सवार दो लोग गंभीर रूप से घायल हो गए। तेज रफ्तार अज्ञात वाहन ने बाइक को टक्कर मार दी। हादसे में रौतापुर कलां निवासी अजय और हरिशंकर घायल हो गए। राहगीरों की सूचना पर पुलिस ने दोनों घायलों को सीएचसी भिजवाया, जहां से उन्हें जिला अस्पताल रेफर कर दिया गया। पुलिस मामले की जांच कर रही है। bbox=[1127, 1942, 1314, 2056]
accident-col-2 bbox=[1019, 2109, 1165, 2433]
classifieds bbox=[1323, 1533, 1497, 2433]
bus-headline: कार सवारों ने बस में की तोड़फोड़ चालक को पीटा bbox=[957, 1311, 1126, 1355]
classifieds-title: क्लासीफाइड bbox=[1330, 1555, 1430, 1582]
missing-youth-sidebar-body: पानी में उतरा रहे शव पर पड़ी। उसने शव पड़े होने की जानकारी ग्रामीणों को दी। मौके पर बड़ी संख्या में ग्रामीण पहुंच गए। इस मिलने की सूचना पर संजय के परिवार वालों के साथ मौके पर पहुंचा और पुलिस को शव की खबर दी। मौके पर पहुंची पुलिस ने शव बाहर निकलवाया। bbox=[1398, 268, 1497, 426]
lead-col-2 bbox=[379, 608, 557, 735]
story-road-accidents-body: पुवायां, अमृत विचार: पुवायां से काम निपटाकर घर जा रहे बाइक सवार को ट्रक ने पीछे से टक्कर मार दी। जिससे बाइक सवार गंभीर रूप से घायल हो गया। सिंधौली क्षेत्र के गांव भुड़िया पचार निवासी अंकित (25) पुत्र रामबख्श बुधवार दोपहर तहसील में राशन कार्ड संबंधी काम से आया था। लौटते समय रास्ते में गांव मुड़ा मैनारी के पास हाईवे पर पुवायां की ओर से जा रहे ट्रक ने पीछे से टक्कर मार दी। टक्कर के बाद बाइक सवार ट्रक में फंसकर घिसटता चला गया। जिसमें वह घायल हो गया। घायल को सीएचसी भिजवाया गया। जहां से हालत गंभीर होने पर उसे मेडिकल कॉलेज रेफर कर दिया गया। वहीं घटना के बाद राहगीरों ने ट्रक चालक को पकड़ लिया और उसकी पिटाई कर दी। उधर, हरदोई जनपद निवासी सत्यदेव पुत्र रोशनलाल अपनी पत्नी सुनीता और पुत्री शिवांगी (4) को साथ लेकर पुवायां से मोहम्मदी की ओर जा रहा था। मोहम्मदी रोड स्थित पेट्रोल पंप के पास बाइक फिसल गई। जिससे अनियंत्रित बाइक से गिरकर तीनों घायल हो गए। bbox=[22, 145, 184, 508]
divider bbox=[1135, 1311, 1136, 1833]
